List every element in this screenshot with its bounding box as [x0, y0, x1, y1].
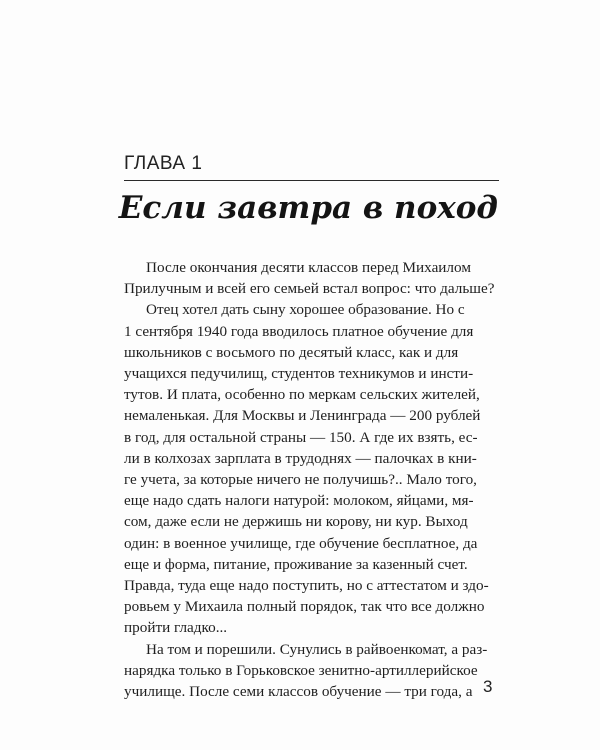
text-line: еще надо сдать налоги натурой: молоком, яйцами, мя-	[124, 492, 474, 510]
text-line: немаленькая. Для Москвы и Ленинграда — 200 рублей	[124, 407, 481, 425]
text-line: школьников с восьмого по десятый класс, как и для	[124, 343, 459, 361]
text-line: На том и порешили. Сунулись в райвоенкомат, а раз-	[146, 640, 488, 658]
chapter-title: Если завтра в поход	[118, 190, 498, 226]
text-line: ге учета, за которые ничего не получишь?.. Мало того,	[124, 471, 477, 489]
page-number: 3	[483, 677, 493, 696]
text-line: в год, для остальной страны — 150. А где их взять, ес-	[124, 428, 478, 446]
text-line: пройти гладко...	[124, 619, 228, 637]
text-line: училище. После семи классов обучение — три года, а	[124, 683, 473, 701]
paragraph-1	[124, 257, 499, 299]
text-line: нарядка только в Горьковское зенитно-артиллерийское	[124, 661, 478, 679]
text-line: еще и форма, питание, проживание за казенный счет.	[124, 555, 468, 573]
text-line: Отец хотел дать сыну хорошее образование. Но с	[146, 301, 465, 319]
paragraph-3	[124, 639, 499, 703]
text-line: Правда, туда еще надо поступить, но с аттестатом и здо-	[124, 577, 489, 595]
text-line: ровьем у Михаила полный порядок, так что все должно	[124, 598, 485, 616]
text-line: тутов. И плата, особенно по меркам сельских жителей,	[124, 386, 480, 404]
text-line: После окончания десяти классов перед Михаилом	[146, 259, 471, 276]
text-line: ли в колхозах зарплата в трудоднях — палочках в кни-	[124, 449, 477, 467]
chapter-label: ГЛАВА 1	[124, 153, 203, 174]
text-line: один: в военное училище, где обучение бесплатное, да	[124, 534, 478, 552]
text-line: сом, даже если не держишь ни корову, ни кур. Выход	[124, 513, 468, 531]
paragraph-2	[124, 299, 499, 638]
chapter-divider	[124, 180, 499, 181]
body-text	[124, 257, 499, 702]
text-line: учащихся педучилищ, студентов техникумов и инсти-	[124, 365, 474, 383]
text-line: Прилучным и всей его семьей встал вопрос: что дальше?	[124, 280, 495, 298]
text-line: 1 сентября 1940 года вводилось платное обучение для	[124, 322, 474, 340]
